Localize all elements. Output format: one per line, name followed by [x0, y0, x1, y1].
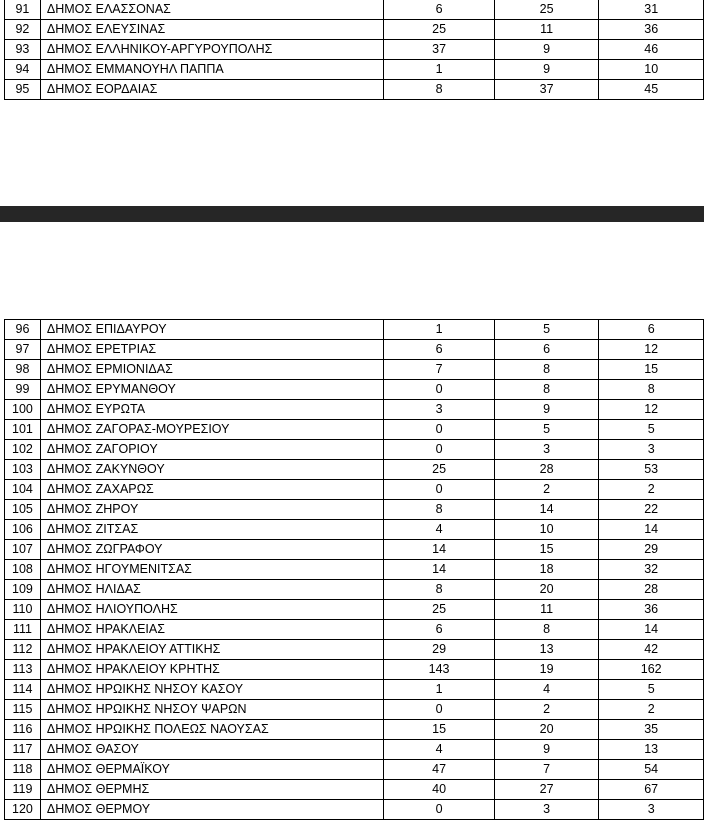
table-row [5, 760, 704, 780]
value-b-cell: 5 [494, 420, 599, 440]
table-row [5, 540, 704, 560]
value-a-cell: 37 [384, 40, 495, 60]
row-number-cell: 103 [5, 460, 41, 480]
value-a-cell: 8 [384, 500, 495, 520]
total-cell: 3 [599, 440, 704, 460]
value-b-cell: 9 [494, 40, 599, 60]
table-row [5, 560, 704, 580]
row-number-cell: 96 [5, 320, 41, 340]
value-a-cell: 8 [384, 580, 495, 600]
municipality-name-cell: ΔΗΜΟΣ ΖΑΓΟΡΑΣ-ΜΟΥΡΕΣΙΟΥ [40, 420, 383, 440]
table-row [5, 580, 704, 600]
value-b-cell: 3 [494, 800, 599, 820]
table-row [5, 420, 704, 440]
value-a-cell: 15 [384, 720, 495, 740]
total-cell: 2 [599, 480, 704, 500]
municipality-table-bottom [4, 319, 704, 820]
row-number-cell: 97 [5, 340, 41, 360]
value-a-cell: 7 [384, 360, 495, 380]
value-b-cell: 3 [494, 440, 599, 460]
value-a-cell: 25 [384, 600, 495, 620]
municipality-name-cell: ΔΗΜΟΣ ΗΡΑΚΛΕΙΟΥ ΚΡΗΤΗΣ [40, 660, 383, 680]
table-row [5, 60, 704, 80]
table-row [5, 20, 704, 40]
total-cell: 31 [599, 0, 704, 20]
total-cell: 15 [599, 360, 704, 380]
total-cell: 53 [599, 460, 704, 480]
total-cell: 12 [599, 400, 704, 420]
total-cell: 2 [599, 700, 704, 720]
value-b-cell: 11 [494, 600, 599, 620]
total-cell: 12 [599, 340, 704, 360]
municipality-name-cell: ΔΗΜΟΣ ΖΑΚΥΝΘΟΥ [40, 460, 383, 480]
value-a-cell: 0 [384, 480, 495, 500]
value-b-cell: 8 [494, 620, 599, 640]
total-cell: 36 [599, 600, 704, 620]
table-row [5, 620, 704, 640]
municipality-name-cell: ΔΗΜΟΣ ΗΡΩΙΚΗΣ ΝΗΣΟΥ ΨΑΡΩΝ [40, 700, 383, 720]
row-number-cell: 102 [5, 440, 41, 460]
value-a-cell: 29 [384, 640, 495, 660]
municipality-name-cell: ΔΗΜΟΣ ΖΙΤΣΑΣ [40, 520, 383, 540]
row-number-cell: 104 [5, 480, 41, 500]
table-row [5, 680, 704, 700]
value-b-cell: 25 [494, 0, 599, 20]
table-row [5, 800, 704, 820]
total-cell: 8 [599, 380, 704, 400]
table-row [5, 340, 704, 360]
value-a-cell: 25 [384, 460, 495, 480]
page-divider [0, 206, 704, 222]
value-a-cell: 1 [384, 320, 495, 340]
total-cell: 6 [599, 320, 704, 340]
municipality-name-cell: ΔΗΜΟΣ ΕΜΜΑΝΟΥΗΛ ΠΑΠΠΑ [40, 60, 383, 80]
row-number-cell: 116 [5, 720, 41, 740]
municipality-name-cell: ΔΗΜΟΣ ΘΕΡΜΑΪΚΟΥ [40, 760, 383, 780]
municipality-name-cell: ΔΗΜΟΣ ΘΑΣΟΥ [40, 740, 383, 760]
table-row [5, 0, 704, 20]
municipality-name-cell: ΔΗΜΟΣ ΗΛΙΟΥΠΟΛΗΣ [40, 600, 383, 620]
table-row [5, 320, 704, 340]
table-row [5, 700, 704, 720]
municipality-name-cell: ΔΗΜΟΣ ΖΑΧΑΡΩΣ [40, 480, 383, 500]
value-b-cell: 20 [494, 580, 599, 600]
total-cell: 22 [599, 500, 704, 520]
municipality-name-cell: ΔΗΜΟΣ ΕΛΛΗΝΙΚΟΥ-ΑΡΓΥΡΟΥΠΟΛΗΣ [40, 40, 383, 60]
value-a-cell: 4 [384, 740, 495, 760]
table-row [5, 780, 704, 800]
row-number-cell: 106 [5, 520, 41, 540]
row-number-cell: 93 [5, 40, 41, 60]
value-a-cell: 6 [384, 340, 495, 360]
row-number-cell: 105 [5, 500, 41, 520]
value-a-cell: 0 [384, 800, 495, 820]
value-b-cell: 14 [494, 500, 599, 520]
table-row [5, 720, 704, 740]
table-row [5, 500, 704, 520]
value-a-cell: 0 [384, 440, 495, 460]
total-cell: 45 [599, 80, 704, 100]
total-cell: 162 [599, 660, 704, 680]
value-a-cell: 14 [384, 560, 495, 580]
value-b-cell: 11 [494, 20, 599, 40]
total-cell: 14 [599, 520, 704, 540]
value-b-cell: 2 [494, 700, 599, 720]
table-row [5, 740, 704, 760]
table-row [5, 400, 704, 420]
table-row [5, 440, 704, 460]
total-cell: 42 [599, 640, 704, 660]
municipality-name-cell: ΔΗΜΟΣ ΗΡΩΙΚΗΣ ΠΟΛΕΩΣ ΝΑΟΥΣΑΣ [40, 720, 383, 740]
value-b-cell: 10 [494, 520, 599, 540]
total-cell: 10 [599, 60, 704, 80]
value-b-cell: 8 [494, 380, 599, 400]
municipality-table-top [4, 0, 704, 100]
municipality-name-cell: ΔΗΜΟΣ ΖΑΓΟΡΙΟΥ [40, 440, 383, 460]
total-cell: 28 [599, 580, 704, 600]
row-number-cell: 110 [5, 600, 41, 620]
value-a-cell: 8 [384, 80, 495, 100]
municipality-name-cell: ΔΗΜΟΣ ΗΓΟΥΜΕΝΙΤΣΑΣ [40, 560, 383, 580]
total-cell: 46 [599, 40, 704, 60]
municipality-name-cell: ΔΗΜΟΣ ΕΡΕΤΡΙΑΣ [40, 340, 383, 360]
municipality-name-cell: ΔΗΜΟΣ ΖΗΡΟΥ [40, 500, 383, 520]
table-body [5, 320, 704, 820]
value-a-cell: 3 [384, 400, 495, 420]
value-b-cell: 8 [494, 360, 599, 380]
value-b-cell: 19 [494, 660, 599, 680]
value-a-cell: 143 [384, 660, 495, 680]
total-cell: 5 [599, 420, 704, 440]
municipality-name-cell: ΔΗΜΟΣ ΘΕΡΜΟΥ [40, 800, 383, 820]
table-row [5, 520, 704, 540]
municipality-name-cell: ΔΗΜΟΣ ΕΡΥΜΑΝΘΟΥ [40, 380, 383, 400]
row-number-cell: 117 [5, 740, 41, 760]
municipality-name-cell: ΔΗΜΟΣ ΕΛΕΥΣΙΝΑΣ [40, 20, 383, 40]
value-b-cell: 2 [494, 480, 599, 500]
table-row [5, 380, 704, 400]
value-a-cell: 6 [384, 0, 495, 20]
row-number-cell: 111 [5, 620, 41, 640]
value-a-cell: 14 [384, 540, 495, 560]
value-b-cell: 6 [494, 340, 599, 360]
total-cell: 3 [599, 800, 704, 820]
value-b-cell: 18 [494, 560, 599, 580]
total-cell: 67 [599, 780, 704, 800]
total-cell: 32 [599, 560, 704, 580]
table-row [5, 480, 704, 500]
row-number-cell: 92 [5, 20, 41, 40]
value-a-cell: 1 [384, 60, 495, 80]
table-row [5, 600, 704, 620]
total-cell: 29 [599, 540, 704, 560]
value-a-cell: 4 [384, 520, 495, 540]
value-b-cell: 20 [494, 720, 599, 740]
total-cell: 5 [599, 680, 704, 700]
value-b-cell: 9 [494, 400, 599, 420]
municipality-name-cell: ΔΗΜΟΣ ΗΡΑΚΛΕΙΑΣ [40, 620, 383, 640]
row-number-cell: 99 [5, 380, 41, 400]
row-number-cell: 114 [5, 680, 41, 700]
municipality-name-cell: ΔΗΜΟΣ ΕΟΡΔΑΙΑΣ [40, 80, 383, 100]
total-cell: 36 [599, 20, 704, 40]
municipality-name-cell: ΔΗΜΟΣ ΕΥΡΩΤΑ [40, 400, 383, 420]
value-b-cell: 5 [494, 320, 599, 340]
value-a-cell: 40 [384, 780, 495, 800]
value-a-cell: 0 [384, 700, 495, 720]
total-cell: 13 [599, 740, 704, 760]
table-row [5, 660, 704, 680]
municipality-name-cell: ΔΗΜΟΣ ΕΠΙΔΑΥΡΟΥ [40, 320, 383, 340]
value-b-cell: 7 [494, 760, 599, 780]
table-row [5, 640, 704, 660]
table-row [5, 80, 704, 100]
row-number-cell: 119 [5, 780, 41, 800]
table-row [5, 460, 704, 480]
municipality-name-cell: ΔΗΜΟΣ ΗΛΙΔΑΣ [40, 580, 383, 600]
value-a-cell: 0 [384, 420, 495, 440]
row-number-cell: 108 [5, 560, 41, 580]
row-number-cell: 109 [5, 580, 41, 600]
municipality-name-cell: ΔΗΜΟΣ ΘΕΡΜΗΣ [40, 780, 383, 800]
municipality-name-cell: ΔΗΜΟΣ ΕΡΜΙΟΝΙΔΑΣ [40, 360, 383, 380]
total-cell: 14 [599, 620, 704, 640]
municipality-name-cell: ΔΗΜΟΣ ΕΛΑΣΣΟΝΑΣ [40, 0, 383, 20]
row-number-cell: 95 [5, 80, 41, 100]
row-number-cell: 107 [5, 540, 41, 560]
row-number-cell: 120 [5, 800, 41, 820]
municipality-name-cell: ΔΗΜΟΣ ΖΩΓΡΑΦΟΥ [40, 540, 383, 560]
value-a-cell: 0 [384, 380, 495, 400]
row-number-cell: 101 [5, 420, 41, 440]
value-b-cell: 13 [494, 640, 599, 660]
row-number-cell: 112 [5, 640, 41, 660]
value-b-cell: 37 [494, 80, 599, 100]
total-cell: 54 [599, 760, 704, 780]
value-a-cell: 6 [384, 620, 495, 640]
value-b-cell: 15 [494, 540, 599, 560]
table-row [5, 40, 704, 60]
municipality-name-cell: ΔΗΜΟΣ ΗΡΑΚΛΕΙΟΥ ΑΤΤΙΚΗΣ [40, 640, 383, 660]
municipality-name-cell: ΔΗΜΟΣ ΗΡΩΙΚΗΣ ΝΗΣΟΥ ΚΑΣΟΥ [40, 680, 383, 700]
row-number-cell: 94 [5, 60, 41, 80]
value-b-cell: 28 [494, 460, 599, 480]
value-a-cell: 47 [384, 760, 495, 780]
value-b-cell: 9 [494, 60, 599, 80]
row-number-cell: 118 [5, 760, 41, 780]
row-number-cell: 98 [5, 360, 41, 380]
row-number-cell: 115 [5, 700, 41, 720]
table-body [5, 0, 704, 100]
value-b-cell: 4 [494, 680, 599, 700]
total-cell: 35 [599, 720, 704, 740]
row-number-cell: 100 [5, 400, 41, 420]
value-b-cell: 9 [494, 740, 599, 760]
table-row [5, 360, 704, 380]
value-a-cell: 1 [384, 680, 495, 700]
row-number-cell: 113 [5, 660, 41, 680]
value-a-cell: 25 [384, 20, 495, 40]
value-b-cell: 27 [494, 780, 599, 800]
row-number-cell: 91 [5, 0, 41, 20]
